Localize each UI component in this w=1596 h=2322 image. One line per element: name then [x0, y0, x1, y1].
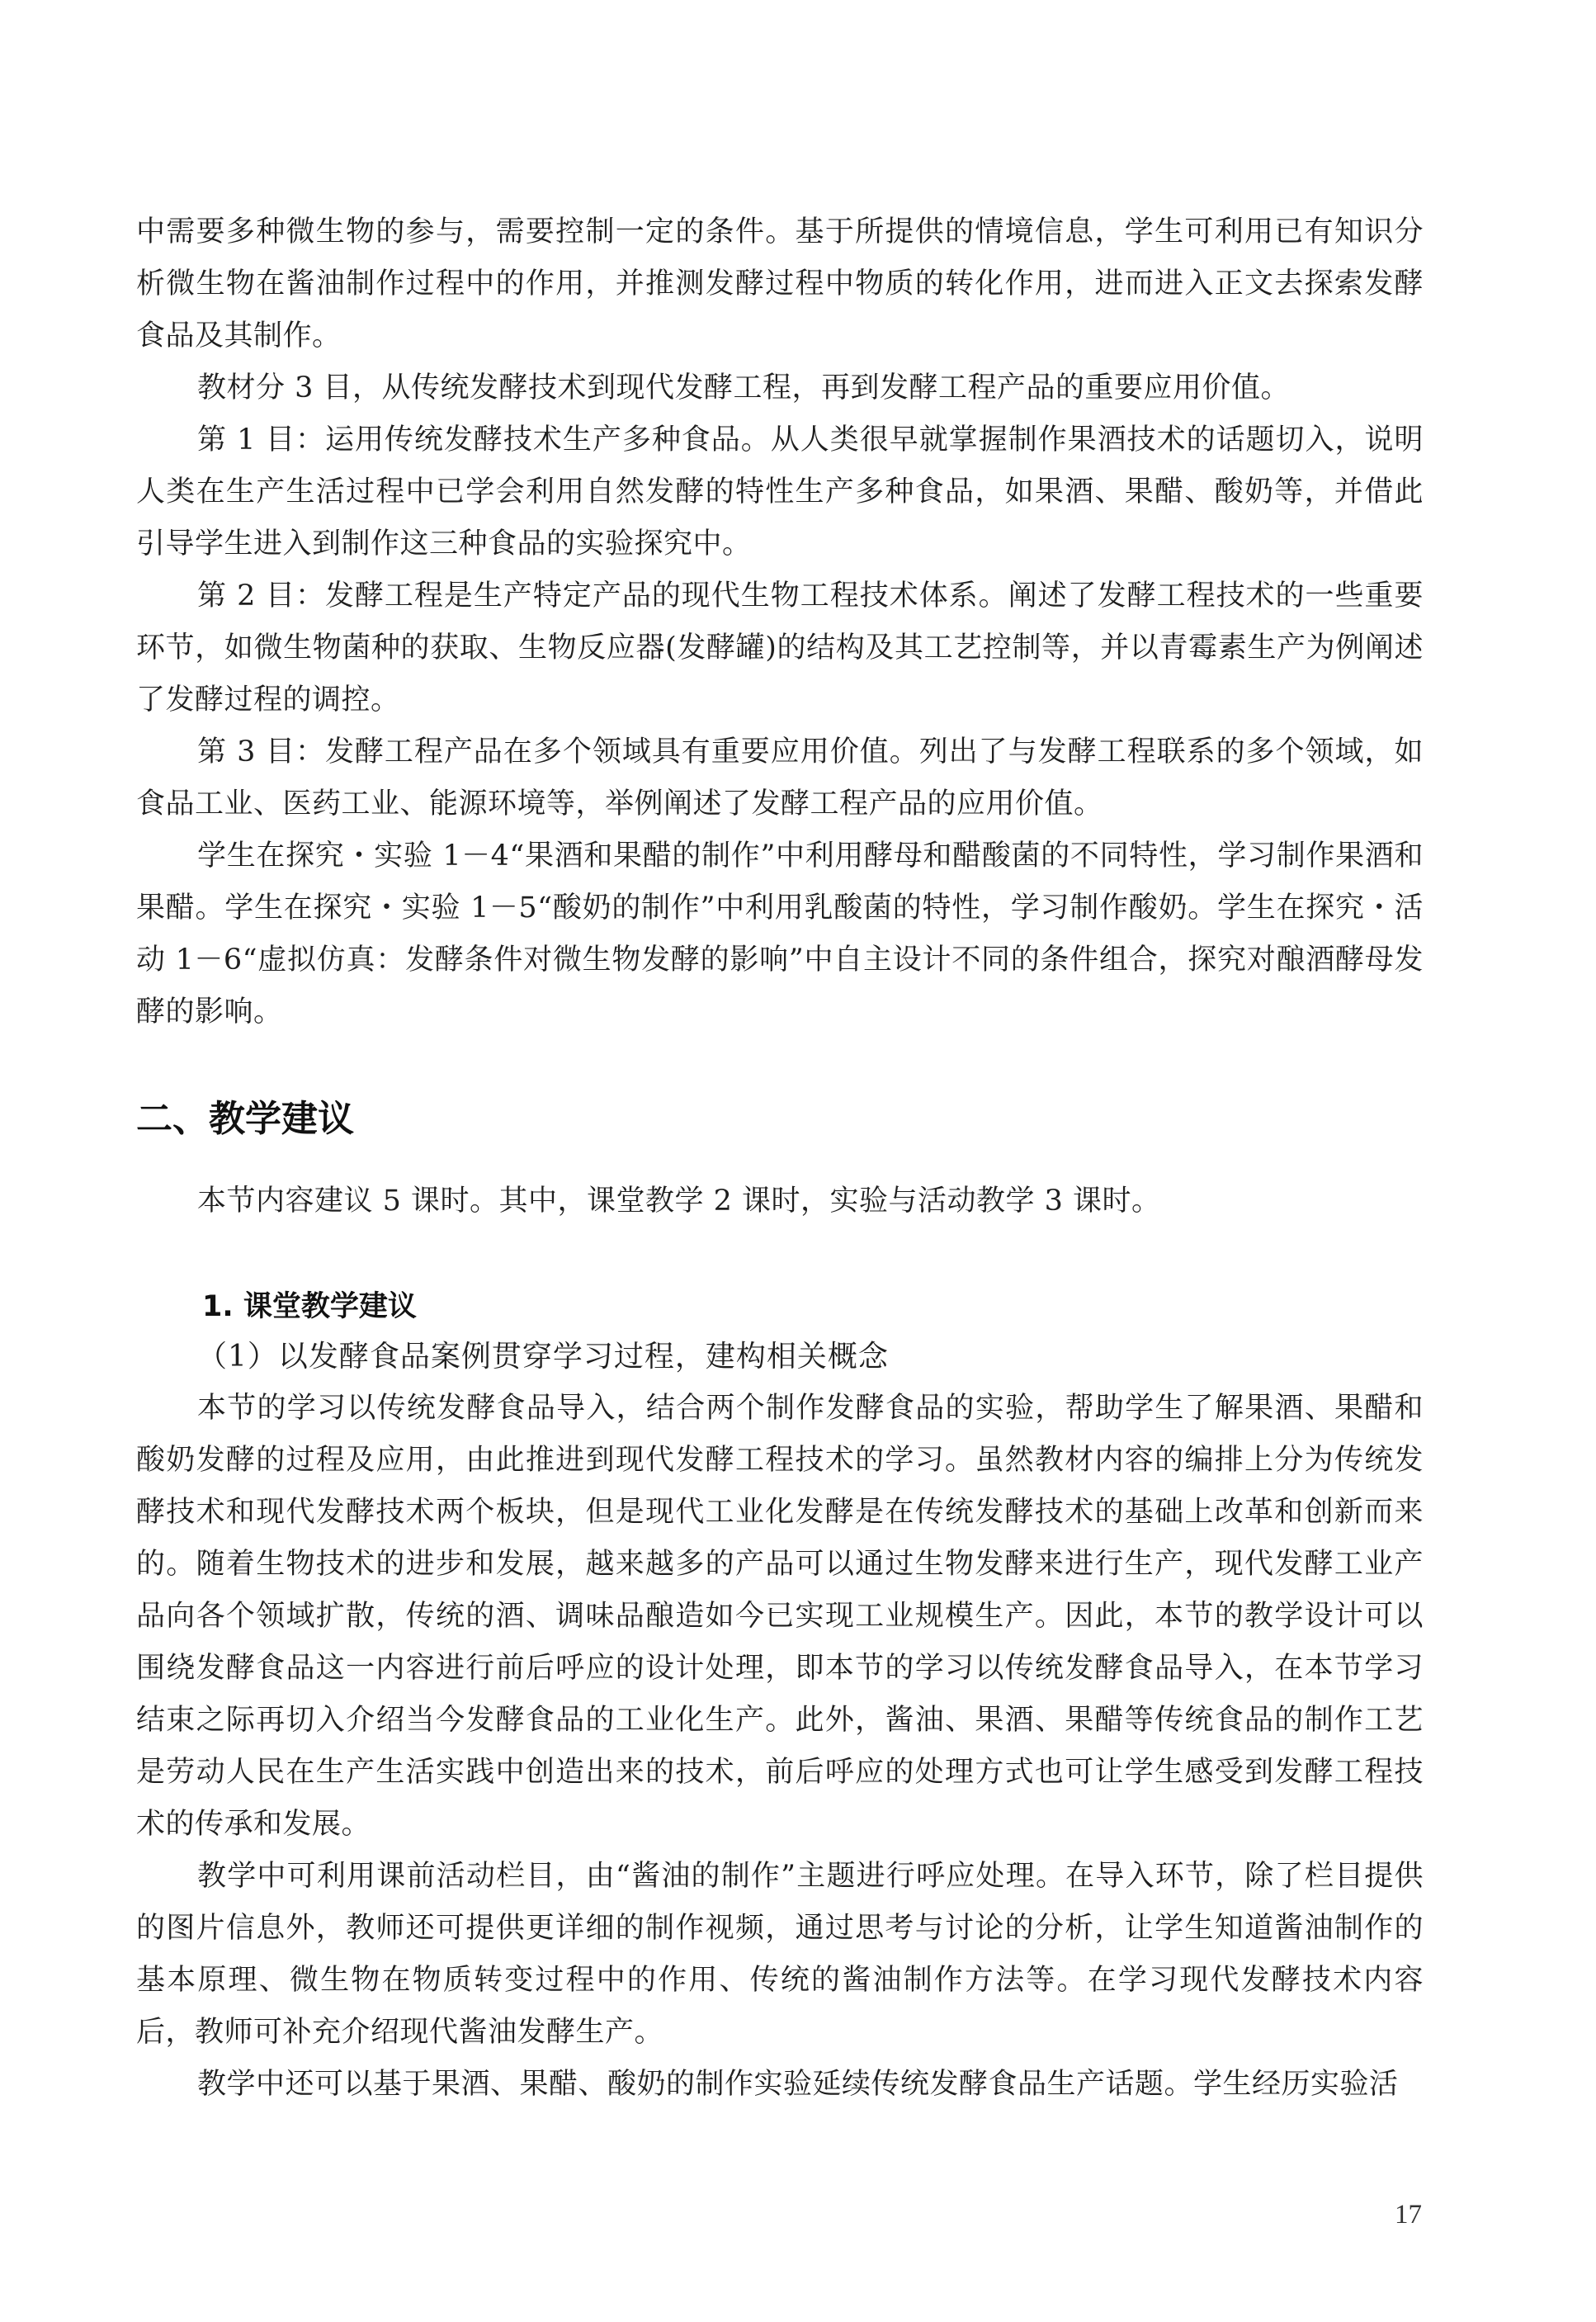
paragraph-section-2: 第 2 目：发酵工程是生产特定产品的现代生物工程技术体系。阐述了发酵工程技术的一些重要环节，如微生物菌种的获取、生物反应器(发酵罐)的结构及其工艺控制等，并以青霉素生产为例阐述了发酵过程的调控。	[136, 579, 1424, 716]
paragraph-class-hours: 本节内容建议 5 课时。其中，课堂教学 2 课时，实验与活动教学 3 课时。	[197, 1185, 1161, 1218]
paragraph-experiments: 学生在探究・实验 1－4“果酒和果醋的制作”中利用酵母和醋酸菌的不同特性，学习制作果酒和果醋。学生在探究・实验 1－5“酸奶的制作”中利用乳酸菌的特性，学习制作酸奶。学生在探究・活动 1－6“虚拟仿真：发酵条件对微生物发酵的影响”中自主设计不同的条件组合，探究对酿酒酵母发酵的影响。	[136, 839, 1424, 1029]
paragraph-section-3: 第 3 目：发酵工程产品在多个领域具有重要应用价值。列出了与发酵工程联系的多个领域，如食品工业、医药工业、能源环境等，举例阐述了发酵工程产品的应用价值。	[136, 735, 1424, 821]
paragraph-section-1: 第 1 目：运用传统发酵技术生产多种食品。从人类很早就掌握制作果酒技术的话题切入，说明人类在生产生活过程中已学会利用自然发酵的特性生产多种食品，如果酒、果醋、酸奶等，并借此引导学生进入到制作这三种食品的实验探究中。	[136, 423, 1424, 560]
page-body	[136, 206, 1424, 2111]
paragraph-continuation: 中需要多种微生物的参与，需要控制一定的条件。基于所提供的情境信息，学生可利用已有知识分析微生物在酱油制作过程中的作用，并推测发酵过程中物质的转化作用，进而进入正文去探索发酵食品及其制作。	[136, 215, 1424, 352]
subsection-title-classroom: 1. 课堂教学建议	[202, 1290, 417, 1323]
paragraph-experiment-extension: 教学中还可以基于果酒、果醋、酸奶的制作实验延续传统发酵食品生产话题。学生经历实验活	[197, 2068, 1399, 2101]
page-number: 17	[1395, 2200, 1422, 2230]
paragraph-textbook-structure: 教材分 3 目，从传统发酵技术到现代发酵工程，再到发酵工程产品的重要应用价值。	[197, 371, 1291, 404]
section-title-teaching-suggestions: 二、教学建议	[136, 1098, 354, 1140]
paragraph-teaching-design: 本节的学习以传统发酵食品导入，结合两个制作发酵食品的实验，帮助学生了解果酒、果醋和酸奶发酵的过程及应用，由此推进到现代发酵工程技术的学习。虽然教材内容的编排上分为传统发酵技术和现代发酵技术两个板块，但是现代工业化发酵是在传统发酵技术的基础上改革和创新而来的。随着生物技术的进步和发展，越来越多的产品可以通过生物发酵来进行生产，现代发酵工业产品向各个领域扩散，传统的酒、调味品酿造如今已实现工业规模生产。因此，本节的教学设计可以围绕发酵食品这一内容进行前后呼应的设计处理，即本节的学习以传统发酵食品导入，在本节学习结束之际再切入介绍当今发酵食品的工业化生产。此外，酱油、果酒、果醋等传统食品的制作工艺是劳动人民在生产生活实践中创造出来的技术，前后呼应的处理方式也可让学生感受到发酵工程技术的传承和发展。	[136, 1392, 1424, 1841]
paragraph-soy-sauce-activity: 教学中可利用课前活动栏目，由“酱油的制作”主题进行呼应处理。在导入环节，除了栏目提供的图片信息外，教师还可提供更详细的制作视频，通过思考与讨论的分析，让学生知道酱油制作的基本原理、微生物在物质转变过程中的作用、传统的酱油制作方法等。在学习现代发酵技术内容后，教师可补充介绍现代酱油发酵生产。	[136, 1860, 1424, 2049]
item-title-fermented-food-cases: （1）以发酵食品案例贯穿学习过程，建构相关概念	[197, 1340, 889, 1374]
